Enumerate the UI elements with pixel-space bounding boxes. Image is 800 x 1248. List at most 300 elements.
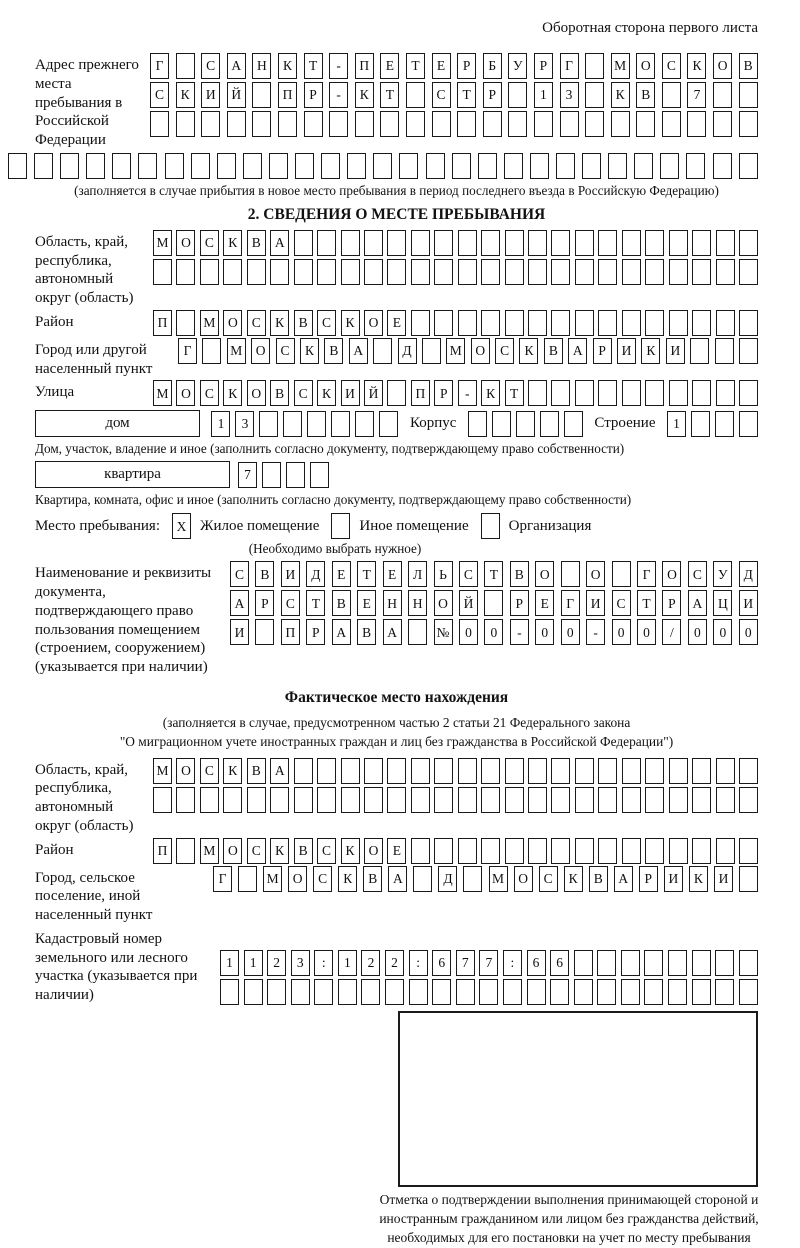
- char-box[interactable]: [176, 53, 195, 79]
- char-box[interactable]: Е: [357, 590, 376, 616]
- char-box[interactable]: О: [176, 758, 195, 784]
- char-box[interactable]: [713, 111, 732, 137]
- char-box[interactable]: [434, 310, 453, 336]
- char-box[interactable]: В: [544, 338, 563, 364]
- char-box[interactable]: [355, 411, 374, 437]
- char-box[interactable]: С: [294, 380, 313, 406]
- char-box[interactable]: [528, 230, 547, 256]
- char-box[interactable]: Н: [408, 590, 427, 616]
- char-box[interactable]: [270, 787, 289, 813]
- char-box[interactable]: [269, 153, 288, 179]
- char-box[interactable]: [644, 950, 663, 976]
- char-box[interactable]: [668, 979, 687, 1005]
- char-box[interactable]: Р: [593, 338, 612, 364]
- char-box[interactable]: Г: [560, 53, 579, 79]
- organization-checkbox[interactable]: [481, 513, 500, 539]
- char-box[interactable]: Р: [662, 590, 681, 616]
- char-box[interactable]: [223, 259, 242, 285]
- char-box[interactable]: Й: [364, 380, 383, 406]
- char-box[interactable]: [644, 979, 663, 1005]
- char-box[interactable]: [540, 411, 559, 437]
- char-box[interactable]: [551, 230, 570, 256]
- char-box[interactable]: К: [338, 866, 357, 892]
- char-box[interactable]: [294, 259, 313, 285]
- char-box[interactable]: Т: [406, 53, 425, 79]
- char-box[interactable]: О: [176, 230, 195, 256]
- char-box[interactable]: [585, 111, 604, 137]
- char-box[interactable]: И: [739, 590, 758, 616]
- char-box[interactable]: 7: [479, 950, 498, 976]
- char-box[interactable]: [585, 82, 604, 108]
- char-box[interactable]: [387, 230, 406, 256]
- char-box[interactable]: [364, 259, 383, 285]
- char-box[interactable]: [508, 111, 527, 137]
- char-box[interactable]: [687, 111, 706, 137]
- char-box[interactable]: О: [364, 310, 383, 336]
- char-box[interactable]: [411, 310, 430, 336]
- char-box[interactable]: [406, 82, 425, 108]
- char-box[interactable]: [176, 259, 195, 285]
- char-box[interactable]: 7: [687, 82, 706, 108]
- char-box[interactable]: [422, 338, 441, 364]
- char-box[interactable]: [528, 310, 547, 336]
- char-box[interactable]: [713, 82, 732, 108]
- char-box[interactable]: О: [247, 380, 266, 406]
- char-box[interactable]: [191, 153, 210, 179]
- char-box[interactable]: -: [329, 82, 348, 108]
- char-box[interactable]: [551, 380, 570, 406]
- char-box[interactable]: [387, 380, 406, 406]
- char-box[interactable]: [411, 838, 430, 864]
- char-box[interactable]: [622, 380, 641, 406]
- char-box[interactable]: [597, 950, 616, 976]
- char-box[interactable]: [355, 111, 374, 137]
- char-box[interactable]: Р: [483, 82, 502, 108]
- char-box[interactable]: -: [586, 619, 605, 645]
- char-box[interactable]: [504, 153, 523, 179]
- char-box[interactable]: [112, 153, 131, 179]
- char-box[interactable]: [692, 787, 711, 813]
- char-box[interactable]: М: [153, 230, 172, 256]
- char-box[interactable]: К: [641, 338, 660, 364]
- char-box[interactable]: П: [153, 310, 172, 336]
- char-box[interactable]: [217, 153, 236, 179]
- char-box[interactable]: [8, 153, 27, 179]
- char-box[interactable]: О: [434, 590, 453, 616]
- char-box[interactable]: [574, 979, 593, 1005]
- char-box[interactable]: [267, 979, 286, 1005]
- char-box[interactable]: [556, 153, 575, 179]
- char-box[interactable]: [331, 411, 350, 437]
- char-box[interactable]: Е: [535, 590, 554, 616]
- char-box[interactable]: [669, 380, 688, 406]
- char-box[interactable]: [645, 380, 664, 406]
- char-box[interactable]: [692, 758, 711, 784]
- char-box[interactable]: [347, 153, 366, 179]
- char-box[interactable]: М: [263, 866, 282, 892]
- char-box[interactable]: [575, 380, 594, 406]
- char-box[interactable]: [669, 230, 688, 256]
- char-box[interactable]: [612, 561, 631, 587]
- char-box[interactable]: [317, 259, 336, 285]
- char-box[interactable]: К: [687, 53, 706, 79]
- char-box[interactable]: М: [153, 758, 172, 784]
- char-box[interactable]: [505, 758, 524, 784]
- char-box[interactable]: [660, 153, 679, 179]
- char-box[interactable]: [597, 979, 616, 1005]
- char-box[interactable]: [692, 950, 711, 976]
- char-box[interactable]: [434, 838, 453, 864]
- char-box[interactable]: -: [329, 53, 348, 79]
- char-box[interactable]: О: [223, 838, 242, 864]
- char-box[interactable]: [364, 758, 383, 784]
- char-box[interactable]: [669, 259, 688, 285]
- char-box[interactable]: [432, 979, 451, 1005]
- char-box[interactable]: [739, 787, 758, 813]
- char-box[interactable]: [668, 950, 687, 976]
- char-box[interactable]: [598, 758, 617, 784]
- char-box[interactable]: К: [223, 380, 242, 406]
- char-box[interactable]: [575, 230, 594, 256]
- char-box[interactable]: [411, 758, 430, 784]
- char-box[interactable]: В: [270, 380, 289, 406]
- char-box[interactable]: 0: [459, 619, 478, 645]
- char-box[interactable]: [406, 111, 425, 137]
- char-box[interactable]: [479, 979, 498, 1005]
- char-box[interactable]: :: [314, 950, 333, 976]
- char-box[interactable]: [598, 259, 617, 285]
- char-box[interactable]: [238, 866, 257, 892]
- char-box[interactable]: С: [247, 838, 266, 864]
- char-box[interactable]: [409, 979, 428, 1005]
- char-box[interactable]: [715, 338, 734, 364]
- char-box[interactable]: К: [689, 866, 708, 892]
- char-box[interactable]: [739, 380, 758, 406]
- char-box[interactable]: [200, 787, 219, 813]
- char-box[interactable]: 0: [612, 619, 631, 645]
- char-box[interactable]: [692, 979, 711, 1005]
- char-box[interactable]: Е: [432, 53, 451, 79]
- char-box[interactable]: Р: [457, 53, 476, 79]
- char-box[interactable]: В: [255, 561, 274, 587]
- char-box[interactable]: [739, 338, 758, 364]
- char-box[interactable]: [176, 310, 195, 336]
- char-box[interactable]: С: [200, 380, 219, 406]
- char-box[interactable]: О: [471, 338, 490, 364]
- char-box[interactable]: [434, 787, 453, 813]
- char-box[interactable]: А: [230, 590, 249, 616]
- char-box[interactable]: [551, 838, 570, 864]
- char-box[interactable]: Е: [383, 561, 402, 587]
- char-box[interactable]: [341, 758, 360, 784]
- char-box[interactable]: [291, 979, 310, 1005]
- char-box[interactable]: [321, 153, 340, 179]
- char-box[interactable]: [481, 310, 500, 336]
- char-box[interactable]: Е: [332, 561, 351, 587]
- char-box[interactable]: Б: [483, 53, 502, 79]
- char-box[interactable]: С: [317, 838, 336, 864]
- char-box[interactable]: С: [247, 310, 266, 336]
- char-box[interactable]: 7: [238, 462, 257, 488]
- char-box[interactable]: [528, 838, 547, 864]
- char-box[interactable]: [692, 838, 711, 864]
- char-box[interactable]: К: [355, 82, 374, 108]
- char-box[interactable]: [692, 259, 711, 285]
- char-box[interactable]: [176, 111, 195, 137]
- char-box[interactable]: [505, 259, 524, 285]
- char-box[interactable]: [201, 111, 220, 137]
- char-box[interactable]: [669, 787, 688, 813]
- char-box[interactable]: С: [495, 338, 514, 364]
- char-box[interactable]: О: [223, 310, 242, 336]
- char-box[interactable]: /: [662, 619, 681, 645]
- char-box[interactable]: Е: [380, 53, 399, 79]
- char-box[interactable]: О: [514, 866, 533, 892]
- char-box[interactable]: [645, 310, 664, 336]
- char-box[interactable]: 3: [560, 82, 579, 108]
- char-box[interactable]: [176, 838, 195, 864]
- char-box[interactable]: 7: [456, 950, 475, 976]
- char-box[interactable]: О: [251, 338, 270, 364]
- char-box[interactable]: [399, 153, 418, 179]
- char-box[interactable]: [692, 380, 711, 406]
- char-box[interactable]: Т: [306, 590, 325, 616]
- char-box[interactable]: [294, 787, 313, 813]
- char-box[interactable]: [408, 619, 427, 645]
- char-box[interactable]: М: [227, 338, 246, 364]
- char-box[interactable]: [434, 758, 453, 784]
- char-box[interactable]: [294, 230, 313, 256]
- char-box[interactable]: О: [176, 380, 195, 406]
- char-box[interactable]: [86, 153, 105, 179]
- char-box[interactable]: С: [432, 82, 451, 108]
- char-box[interactable]: [492, 411, 511, 437]
- char-box[interactable]: [153, 787, 172, 813]
- char-box[interactable]: С: [662, 53, 681, 79]
- char-box[interactable]: А: [270, 230, 289, 256]
- char-box[interactable]: [247, 259, 266, 285]
- char-box[interactable]: О: [364, 838, 383, 864]
- char-box[interactable]: О: [662, 561, 681, 587]
- char-box[interactable]: [716, 838, 735, 864]
- char-box[interactable]: В: [589, 866, 608, 892]
- char-box[interactable]: Р: [255, 590, 274, 616]
- char-box[interactable]: [262, 462, 281, 488]
- char-box[interactable]: И: [230, 619, 249, 645]
- char-box[interactable]: [252, 82, 271, 108]
- char-box[interactable]: №: [434, 619, 453, 645]
- char-box[interactable]: [385, 979, 404, 1005]
- char-box[interactable]: Л: [408, 561, 427, 587]
- char-box[interactable]: [598, 310, 617, 336]
- char-box[interactable]: Д: [739, 561, 758, 587]
- char-box[interactable]: Р: [306, 619, 325, 645]
- char-box[interactable]: [243, 153, 262, 179]
- char-box[interactable]: [739, 758, 758, 784]
- char-box[interactable]: Н: [252, 53, 271, 79]
- char-box[interactable]: [534, 111, 553, 137]
- char-box[interactable]: К: [300, 338, 319, 364]
- char-box[interactable]: В: [294, 310, 313, 336]
- char-box[interactable]: М: [489, 866, 508, 892]
- char-box[interactable]: [503, 979, 522, 1005]
- char-box[interactable]: [458, 230, 477, 256]
- char-box[interactable]: С: [612, 590, 631, 616]
- char-box[interactable]: [690, 338, 709, 364]
- char-box[interactable]: [715, 979, 734, 1005]
- char-box[interactable]: [508, 82, 527, 108]
- char-box[interactable]: [739, 979, 758, 1005]
- char-box[interactable]: К: [270, 310, 289, 336]
- char-box[interactable]: [317, 787, 336, 813]
- char-box[interactable]: [739, 950, 758, 976]
- char-box[interactable]: [223, 787, 242, 813]
- char-box[interactable]: С: [688, 561, 707, 587]
- char-box[interactable]: С: [276, 338, 295, 364]
- char-box[interactable]: [341, 230, 360, 256]
- char-box[interactable]: 0: [484, 619, 503, 645]
- char-box[interactable]: [551, 259, 570, 285]
- char-box[interactable]: [528, 787, 547, 813]
- char-box[interactable]: С: [313, 866, 332, 892]
- char-box[interactable]: [662, 82, 681, 108]
- char-box[interactable]: А: [614, 866, 633, 892]
- char-box[interactable]: К: [564, 866, 583, 892]
- char-box[interactable]: [364, 230, 383, 256]
- char-box[interactable]: М: [611, 53, 630, 79]
- char-box[interactable]: [739, 259, 758, 285]
- char-box[interactable]: [622, 310, 641, 336]
- char-box[interactable]: К: [341, 310, 360, 336]
- char-box[interactable]: Т: [637, 590, 656, 616]
- char-box[interactable]: [244, 979, 263, 1005]
- char-box[interactable]: О: [288, 866, 307, 892]
- char-box[interactable]: С: [200, 758, 219, 784]
- char-box[interactable]: Ц: [713, 590, 732, 616]
- char-box[interactable]: [138, 153, 157, 179]
- char-box[interactable]: Д: [438, 866, 457, 892]
- char-box[interactable]: [716, 230, 735, 256]
- char-box[interactable]: В: [247, 230, 266, 256]
- char-box[interactable]: [505, 838, 524, 864]
- char-box[interactable]: 3: [235, 411, 254, 437]
- char-box[interactable]: Г: [561, 590, 580, 616]
- char-box[interactable]: -: [510, 619, 529, 645]
- char-box[interactable]: В: [294, 838, 313, 864]
- char-box[interactable]: И: [617, 338, 636, 364]
- char-box[interactable]: [662, 111, 681, 137]
- char-box[interactable]: [598, 787, 617, 813]
- char-box[interactable]: [456, 979, 475, 1005]
- char-box[interactable]: М: [153, 380, 172, 406]
- char-box[interactable]: [458, 758, 477, 784]
- char-box[interactable]: [505, 310, 524, 336]
- char-box[interactable]: Д: [398, 338, 417, 364]
- char-box[interactable]: 1: [220, 950, 239, 976]
- char-box[interactable]: [463, 866, 482, 892]
- char-box[interactable]: [575, 259, 594, 285]
- char-box[interactable]: [645, 259, 664, 285]
- char-box[interactable]: С: [230, 561, 249, 587]
- char-box[interactable]: Г: [637, 561, 656, 587]
- char-box[interactable]: [481, 259, 500, 285]
- char-box[interactable]: [564, 411, 583, 437]
- char-box[interactable]: Ь: [434, 561, 453, 587]
- char-box[interactable]: [551, 310, 570, 336]
- char-box[interactable]: [481, 758, 500, 784]
- char-box[interactable]: К: [481, 380, 500, 406]
- char-box[interactable]: [645, 787, 664, 813]
- char-box[interactable]: Н: [383, 590, 402, 616]
- char-box[interactable]: Т: [457, 82, 476, 108]
- char-box[interactable]: 0: [739, 619, 758, 645]
- char-box[interactable]: 1: [534, 82, 553, 108]
- char-box[interactable]: В: [363, 866, 382, 892]
- char-box[interactable]: [516, 411, 535, 437]
- char-box[interactable]: С: [539, 866, 558, 892]
- char-box[interactable]: [574, 950, 593, 976]
- char-box[interactable]: 1: [211, 411, 230, 437]
- char-box[interactable]: [716, 787, 735, 813]
- char-box[interactable]: :: [409, 950, 428, 976]
- char-box[interactable]: [373, 153, 392, 179]
- char-box[interactable]: 3: [291, 950, 310, 976]
- char-box[interactable]: [468, 411, 487, 437]
- char-box[interactable]: С: [317, 310, 336, 336]
- char-box[interactable]: [622, 230, 641, 256]
- char-box[interactable]: [669, 758, 688, 784]
- char-box[interactable]: :: [503, 950, 522, 976]
- char-box[interactable]: [716, 259, 735, 285]
- char-box[interactable]: В: [739, 53, 758, 79]
- char-box[interactable]: [458, 310, 477, 336]
- char-box[interactable]: [411, 259, 430, 285]
- char-box[interactable]: Р: [534, 53, 553, 79]
- char-box[interactable]: [622, 259, 641, 285]
- char-box[interactable]: Й: [459, 590, 478, 616]
- char-box[interactable]: 1: [667, 411, 686, 437]
- char-box[interactable]: 0: [688, 619, 707, 645]
- char-box[interactable]: [247, 787, 266, 813]
- char-box[interactable]: [622, 787, 641, 813]
- char-box[interactable]: [686, 153, 705, 179]
- char-box[interactable]: [310, 462, 329, 488]
- char-box[interactable]: П: [153, 838, 172, 864]
- char-box[interactable]: К: [223, 758, 242, 784]
- char-box[interactable]: [341, 259, 360, 285]
- char-box[interactable]: 6: [432, 950, 451, 976]
- char-box[interactable]: [361, 979, 380, 1005]
- char-box[interactable]: В: [247, 758, 266, 784]
- char-box[interactable]: [338, 979, 357, 1005]
- char-box[interactable]: 0: [637, 619, 656, 645]
- char-box[interactable]: [483, 111, 502, 137]
- char-box[interactable]: [645, 758, 664, 784]
- char-box[interactable]: [278, 111, 297, 137]
- char-box[interactable]: 2: [361, 950, 380, 976]
- char-box[interactable]: В: [332, 590, 351, 616]
- char-box[interactable]: [716, 380, 735, 406]
- char-box[interactable]: В: [510, 561, 529, 587]
- char-box[interactable]: К: [519, 338, 538, 364]
- char-box[interactable]: [364, 787, 383, 813]
- char-box[interactable]: А: [388, 866, 407, 892]
- char-box[interactable]: [452, 153, 471, 179]
- char-box[interactable]: [457, 111, 476, 137]
- char-box[interactable]: [380, 111, 399, 137]
- char-box[interactable]: К: [341, 838, 360, 864]
- char-box[interactable]: [692, 310, 711, 336]
